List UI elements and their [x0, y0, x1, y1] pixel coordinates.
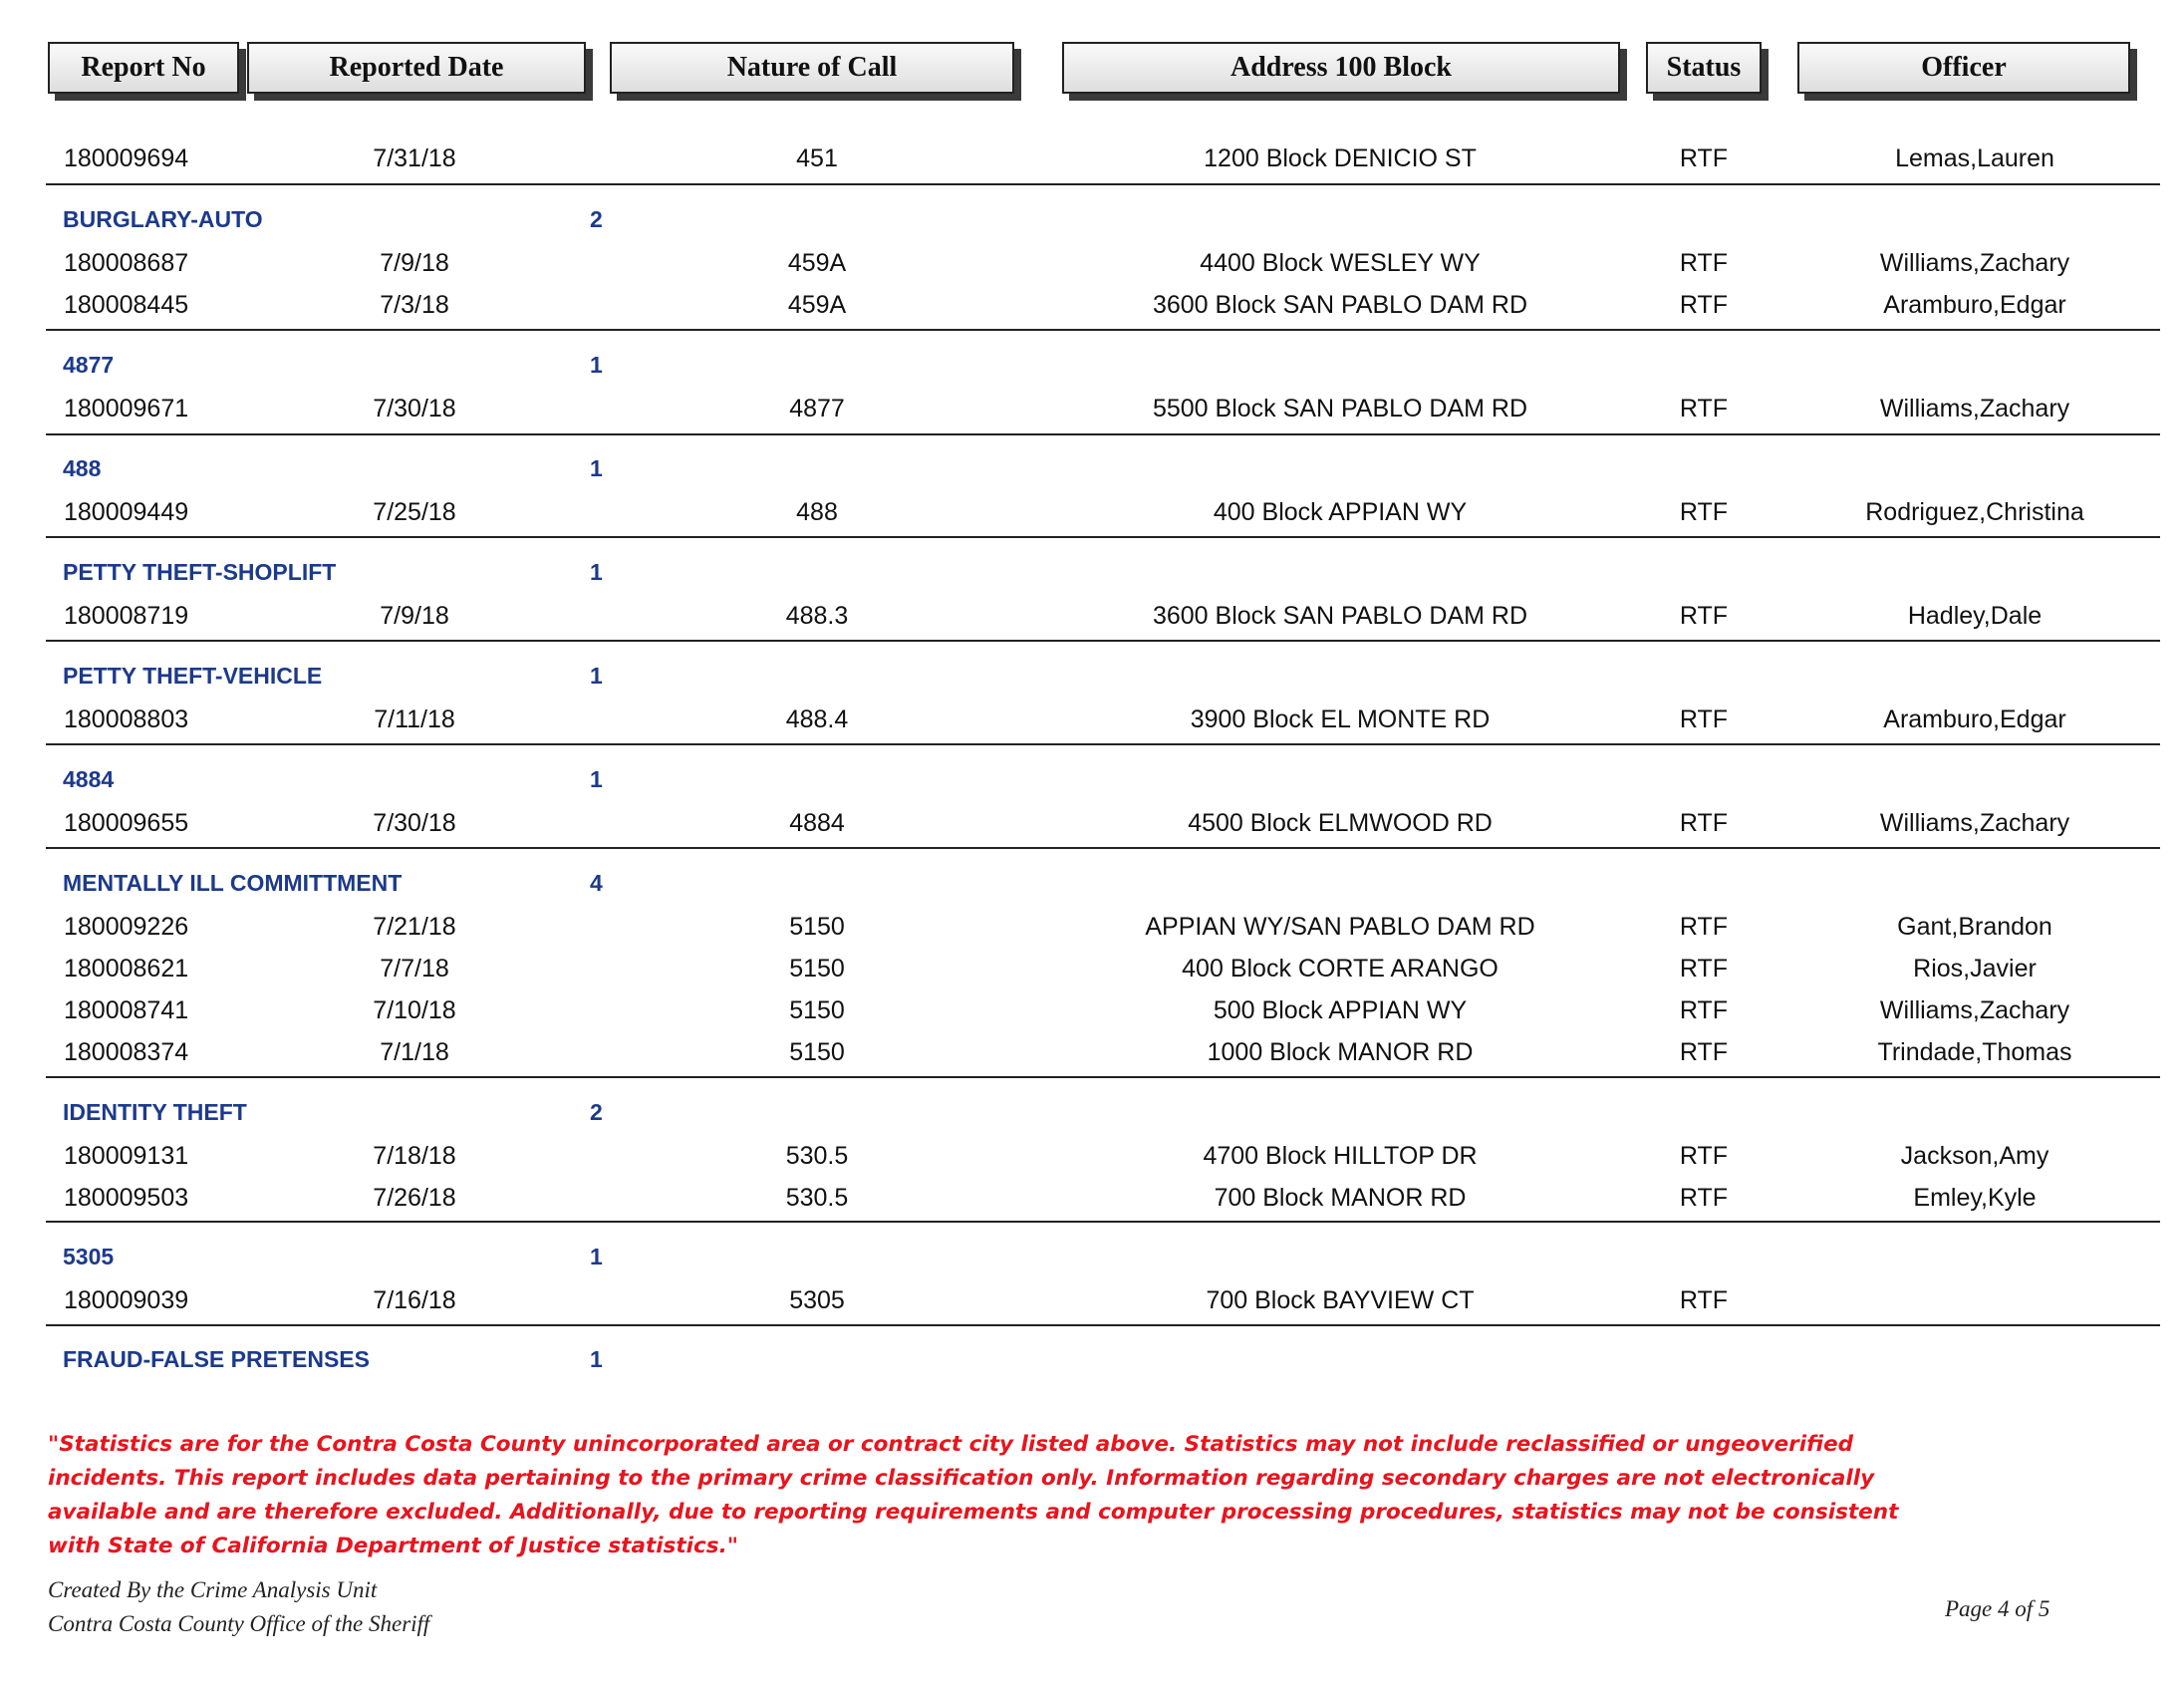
disclaimer-line: incidents. This report includes data pertaining to the primary crime classification only. Information regarding secondary charges are not electronically: [48, 1466, 1875, 1491]
report-number: 180008621: [64, 955, 189, 983]
disclaimer-line: "Statistics are for the Contra Costa County unincorporated area or contract city listed above. Statistics may not include reclassified or ungeoverified: [48, 1432, 1854, 1457]
group-title: IDENTITY THEFT: [63, 1099, 247, 1125]
header-nature-of-call: Nature of Call: [610, 42, 1014, 94]
group-separator: [46, 640, 2160, 642]
group-separator: [46, 329, 2160, 331]
group-separator: [46, 1076, 2160, 1078]
group-title: 5305: [63, 1244, 115, 1269]
group-title: 488: [63, 455, 102, 481]
report-number: 180009131: [64, 1142, 189, 1170]
group-title: MENTALLY ILL COMMITTMENT: [63, 870, 403, 896]
report-number: 180009039: [64, 1286, 189, 1314]
group-count: 2: [590, 1099, 603, 1125]
group-count: 1: [590, 1346, 603, 1372]
report-number: 180008803: [64, 705, 189, 733]
report-number: 180008374: [64, 1038, 189, 1066]
report-number: 180009655: [64, 809, 189, 837]
footer-office: Contra Costa County Office of the Sheriff: [48, 1611, 430, 1636]
group-count: 1: [590, 352, 603, 378]
header-status: Status: [1646, 42, 1762, 94]
group-count: 1: [590, 766, 603, 792]
group-count: 1: [590, 663, 603, 689]
report-number: 180009226: [64, 913, 189, 941]
header-address: Address 100 Block: [1062, 42, 1620, 94]
group-separator: [46, 743, 2160, 745]
group-separator: [46, 847, 2160, 849]
group-title: BURGLARY-AUTO: [63, 206, 263, 232]
group-title: 4877: [63, 352, 115, 378]
header-officer: Officer: [1797, 42, 2130, 94]
group-count: 2: [590, 206, 603, 232]
group-title: 4884: [63, 766, 115, 792]
group-separator: [46, 1221, 2160, 1223]
page-number: Page 4 of 5: [1945, 1596, 2050, 1621]
group-separator: [46, 183, 2160, 185]
header-reported-date: Reported Date: [247, 42, 586, 94]
group-title: PETTY THEFT-VEHICLE: [63, 663, 323, 689]
group-count: 1: [590, 559, 603, 585]
report-number: 180009449: [64, 498, 189, 526]
group-count: 1: [590, 455, 603, 481]
group-separator: [46, 1324, 2160, 1326]
disclaimer-line: available and are therefore excluded. Additionally, due to reporting requirements and computer processing procedures, statistics may not be consistent: [48, 1500, 1899, 1525]
group-title: PETTY THEFT-SHOPLIFT: [63, 559, 337, 585]
group-separator: [46, 536, 2160, 538]
report-number: 180009671: [64, 395, 189, 422]
footer-created-by: Created By the Crime Analysis Unit: [48, 1577, 378, 1602]
header-report-no: Report No: [48, 42, 239, 94]
group-count: 4: [590, 870, 603, 896]
report-number: 180009503: [64, 1184, 189, 1212]
disclaimer: [48, 1428, 1901, 1563]
report-number: 180008719: [64, 602, 189, 630]
report-number: 180008687: [64, 249, 189, 277]
report-number: 180009694: [64, 144, 189, 172]
group-separator: [46, 433, 2160, 435]
disclaimer-line: with State of California Department of Justice statistics.": [48, 1534, 738, 1558]
report-number: 180008445: [64, 291, 189, 319]
group-count: 1: [590, 1244, 603, 1269]
report-number: 180008741: [64, 996, 189, 1024]
group-title: FRAUD-FALSE PRETENSES: [63, 1346, 370, 1372]
